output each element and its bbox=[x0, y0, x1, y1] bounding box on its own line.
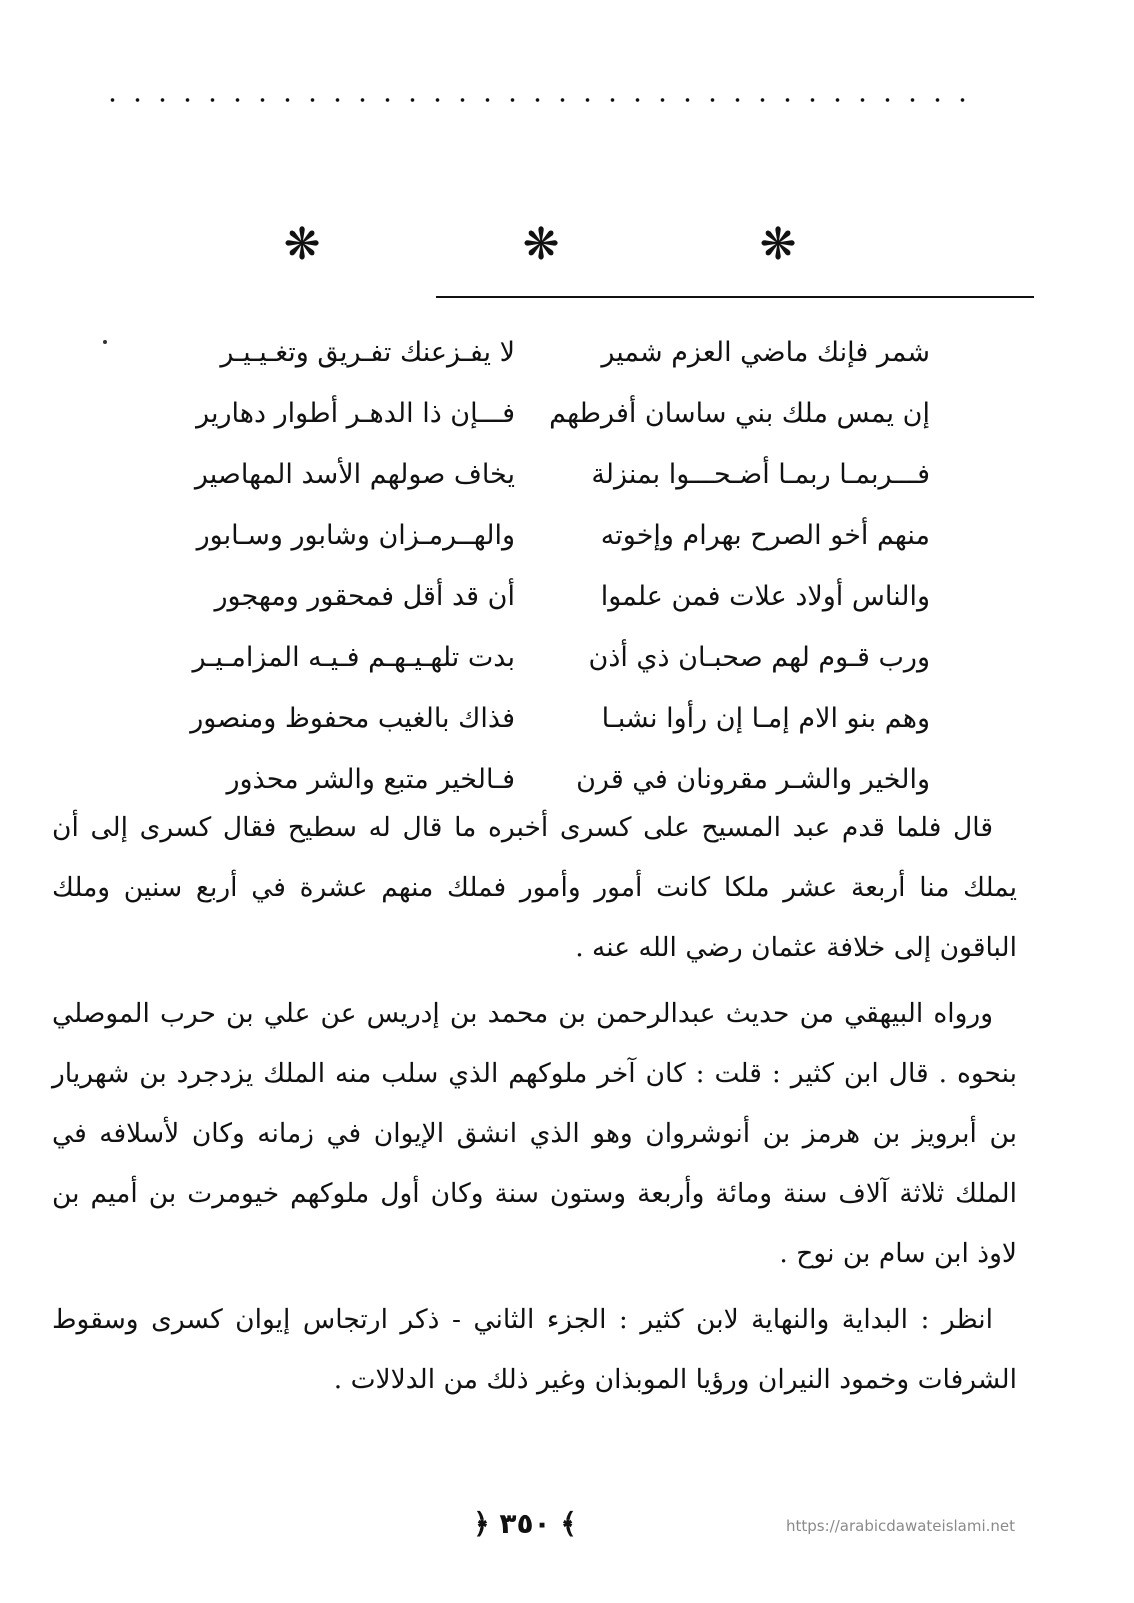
flower-ornament-icon: ❋ bbox=[283, 219, 321, 270]
verse-first-hemistich: والخير والشـر مقرونان في قرن bbox=[576, 764, 930, 795]
verse-second-hemistich: والهــرمـزان وشابور وسـابور bbox=[196, 520, 515, 551]
verse-first-hemistich: والناس أولاد علات فمن علموا bbox=[600, 581, 930, 612]
poem-verse bbox=[170, 444, 930, 505]
reference-paragraph: انظر : البداية والنهاية لابن كثير : الجزء الثاني - ذكر ارتجاس إيوان كسرى وسقوط الشرفات وخمود النيران ورؤيا الموبذان وغير ذلك من الدلالات . bbox=[52, 1304, 1017, 1395]
verse-first-hemistich: فـــربمـا ربمـا أضـحـــوا بمنزلة bbox=[591, 459, 930, 490]
verse-second-hemistich: بدت تلهـيـهـم فـيـه المزامـيـر bbox=[192, 642, 515, 673]
poem-verse bbox=[170, 688, 930, 749]
watermark-url: https://arabicdawateislami.net bbox=[786, 1517, 1016, 1535]
prose-body bbox=[52, 798, 1017, 1416]
stray-dot bbox=[103, 340, 107, 344]
poem-verse bbox=[170, 383, 930, 444]
verse-first-hemistich: ورب قـوم لهم صحبـان ذي أذن bbox=[588, 642, 930, 673]
verse-first-hemistich: منهم أخو الصرح بهرام وإخوته bbox=[600, 520, 930, 551]
verse-first-hemistich: شمر فإنك ماضي العزم شمير bbox=[601, 337, 930, 368]
page-number: ﴿ ٣٥٠ ﴾ bbox=[473, 1507, 577, 1540]
poem-verse bbox=[170, 505, 930, 566]
verse-first-hemistich: وهم بنو الام إمـا إن رأوا نشبـا bbox=[601, 703, 930, 734]
verse-second-hemistich: فـــإن ذا الدهـر أطوار دهارير bbox=[196, 398, 515, 429]
separator-line bbox=[436, 296, 1034, 298]
flower-ornament-icon: ❋ bbox=[522, 219, 560, 270]
poem-verse bbox=[170, 566, 930, 627]
poem-verse bbox=[170, 322, 930, 383]
verse-second-hemistich: يخاف صولهم الأسد المهاصير bbox=[194, 459, 515, 490]
dotted-header-rule bbox=[100, 96, 980, 104]
verse-first-hemistich: إن يمس ملك بني ساسان أفرطهم bbox=[549, 398, 930, 429]
paragraph: قال فلما قدم عبد المسيح على كسرى أخبره ما قال له سطيح فقال كسرى إلى أن يملك منا أربعة عشر ملكا كانت أمور وأمور فملك منهم عشرة في أربع سنين وملك الباقون إلى خلافة عثمان رضي الله عنه . bbox=[52, 812, 1017, 963]
poem bbox=[170, 322, 930, 810]
verse-second-hemistich: أن قد أقل فمحقور ومهجور bbox=[214, 581, 515, 612]
verse-second-hemistich: فذاك بالغيب محفوظ ومنصور bbox=[190, 703, 515, 734]
ornament-row bbox=[0, 219, 1134, 272]
verse-second-hemistich: فـالخير متبع والشر محذور bbox=[226, 764, 515, 795]
paragraph: ورواه البيهقي من حديث عبدالرحمن بن محمد بن إدريس عن علي بن حرب الموصلي بنحوه . قال ابن كثير : قلت : كان آخر ملوكهم الذي سلب منه الملك يزدجرد بن شهريار بن أبرويز بن هرمز بن أنوشروان وهو الذي انشق الإيوان في زمانه وكان لأسلافه في الملك ثلاثة آلاف سنة ومائة وأربعة وستون سنة وكان أول ملوكهم خيومرت بن أميم بن لاوذ ابن سام بن نوح . bbox=[52, 998, 1017, 1269]
flower-ornament-icon: ❋ bbox=[759, 219, 797, 270]
verse-second-hemistich: لا يفـزعنك تفـريق وتغـيـيـر bbox=[220, 337, 515, 368]
poem-verse bbox=[170, 627, 930, 688]
